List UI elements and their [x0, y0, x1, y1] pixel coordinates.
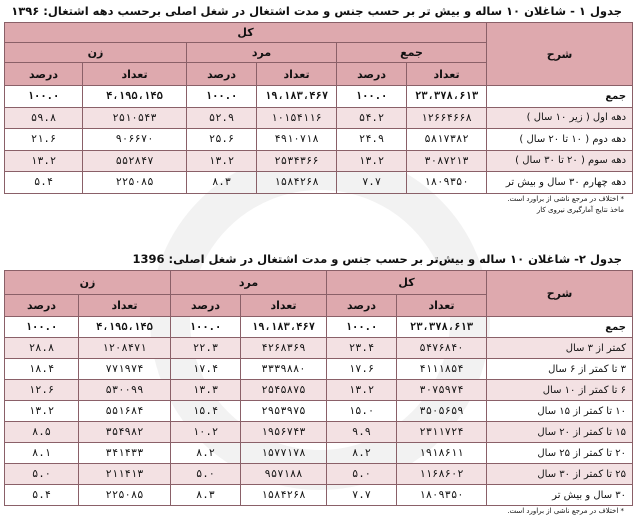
cell-mard-tedad: ۲۹۵۳۹۷۵ [241, 401, 327, 422]
table-row [5, 359, 633, 380]
cell-kol-tedad: ۲۳۱۱۷۲۴ [397, 422, 487, 443]
table-row [5, 443, 633, 464]
table-row [5, 464, 633, 485]
cell-zan-tedad: ۵۳۰۰۹۹ [79, 380, 171, 401]
table1-note: * اختلاف در مرجع ناشی از براورد است. [507, 194, 624, 203]
cell-zan-tedad: ۲۲۵۰۸۵ [83, 172, 187, 194]
cell-mard-tedad: ۴۹۱۰۷۱۸ [257, 129, 337, 151]
cell-jam-tedad: ۵۸۱۷۳۸۲ [407, 129, 487, 151]
table1-block [4, 0, 632, 216]
cell-kol-darsad: ۱۷.۶ [327, 359, 397, 380]
cell-zan-darsad: ۱۰۰.۰ [5, 317, 79, 338]
table2 [4, 270, 633, 506]
cell-mard-darsad: ۱۰۰.۰ [187, 86, 257, 108]
cell-mard-tedad: ۹۵۷۱۸۸ [241, 464, 327, 485]
table-row [5, 422, 633, 443]
cell-mard-darsad: ۲۲.۳ [171, 338, 241, 359]
table1-source: ماخذ نتایج آمارگیری نیروی کار [536, 205, 624, 214]
cell-kol-tedad: ۱۱۶۸۶۰۲ [397, 464, 487, 485]
table-row [5, 380, 633, 401]
row-label: جمع [487, 86, 633, 108]
cell-mard-darsad: ۱۵.۴ [171, 401, 241, 422]
table1-header-tedad: تعداد [257, 63, 337, 86]
cell-jam-tedad: ۱۲۶۶۴۶۶۸ [407, 107, 487, 129]
table-total-row [5, 86, 633, 108]
row-label: ۳ تا کمتر از ۶ سال [487, 359, 633, 380]
table1-body [5, 86, 633, 194]
cell-mard-tedad: ۱۵۸۴۲۶۸ [241, 485, 327, 506]
table1-header-darsad: درصد [187, 63, 257, 86]
table-total-row [5, 317, 633, 338]
cell-zan-tedad: ۴،۱۹۵،۱۴۵ [83, 86, 187, 108]
cell-mard-tedad: ۱۹،۱۸۳،۴۶۷ [257, 86, 337, 108]
cell-kol-darsad: ۱۵.۰ [327, 401, 397, 422]
cell-jam-tedad: ۲۳،۳۷۸،۶۱۳ [407, 86, 487, 108]
cell-kol-darsad: ۸.۲ [327, 443, 397, 464]
cell-kol-tedad: ۳۰۷۵۹۷۴ [397, 380, 487, 401]
row-label: ۱۵ تا کمتر از ۲۰ سال [487, 422, 633, 443]
table1-header-zan: زن [5, 43, 187, 63]
table2-header-tedad: تعداد [397, 295, 487, 317]
cell-zan-tedad: ۲۲۵۰۸۵ [79, 485, 171, 506]
cell-mard-darsad: ۵.۰ [171, 464, 241, 485]
cell-zan-darsad: ۱۰۰.۰ [5, 86, 83, 108]
cell-zan-tedad: ۹۰۶۶۷۰ [83, 129, 187, 151]
cell-mard-darsad: ۱۰۰.۰ [171, 317, 241, 338]
table-row [5, 150, 633, 172]
cell-kol-darsad: ۱۳.۲ [327, 380, 397, 401]
cell-zan-darsad: ۸.۱ [5, 443, 79, 464]
cell-mard-darsad: ۲۵.۶ [187, 129, 257, 151]
cell-mard-tedad: ۱۵۸۴۲۶۸ [257, 172, 337, 194]
row-label: ۶ تا کمتر از ۱۰ سال [487, 380, 633, 401]
cell-kol-darsad: ۲۳.۴ [327, 338, 397, 359]
row-label: ۲۰ تا کمتر از ۲۵ سال [487, 443, 633, 464]
cell-kol-tedad: ۵۴۷۶۸۴۰ [397, 338, 487, 359]
cell-mard-tedad: ۲۵۳۴۳۶۶ [257, 150, 337, 172]
table1 [4, 22, 633, 194]
table2-header-tedad: تعداد [241, 295, 327, 317]
cell-mard-tedad: ۴۲۶۸۳۶۹ [241, 338, 327, 359]
cell-jam-darsad: ۱۳.۲ [337, 150, 407, 172]
cell-zan-tedad: ۲۱۱۴۱۳ [79, 464, 171, 485]
cell-kol-darsad: ۹.۹ [327, 422, 397, 443]
cell-kol-tedad: ۱۸۰۹۳۵۰ [397, 485, 487, 506]
row-label: کمتر از ۳ سال [487, 338, 633, 359]
cell-jam-darsad: ۲۴.۹ [337, 129, 407, 151]
row-label: دهه دوم ( ۱۰ تا ۲۰ سال ) [487, 129, 633, 151]
cell-jam-tedad: ۳۰۸۷۲۱۳ [407, 150, 487, 172]
table1-header-tedad: تعداد [407, 63, 487, 86]
cell-mard-tedad: ۱۰۱۵۴۱۱۶ [257, 107, 337, 129]
row-label: ۲۵ تا کمتر از ۳۰ سال [487, 464, 633, 485]
cell-kol-darsad: ۵.۰ [327, 464, 397, 485]
table2-body [5, 317, 633, 506]
table1-header-darsad: درصد [5, 63, 83, 86]
cell-jam-darsad: ۷.۷ [337, 172, 407, 194]
table1-header-sharh: شرح [487, 23, 633, 86]
cell-mard-darsad: ۱۷.۴ [171, 359, 241, 380]
cell-jam-darsad: ۵۴.۲ [337, 107, 407, 129]
cell-zan-tedad: ۳۵۴۹۸۲ [79, 422, 171, 443]
cell-zan-darsad: ۲۸.۸ [5, 338, 79, 359]
table1-header-mard: مرد [187, 43, 337, 63]
table1-header-darsad: درصد [337, 63, 407, 86]
cell-zan-darsad: ۱۳.۲ [5, 150, 83, 172]
table2-header-zan: زن [5, 271, 171, 295]
row-label: دهه سوم ( ۲۰ تا ۳۰ سال ) [487, 150, 633, 172]
table-row [5, 172, 633, 194]
cell-mard-darsad: ۸.۲ [171, 443, 241, 464]
cell-mard-tedad: ۱۵۷۷۱۷۸ [241, 443, 327, 464]
cell-mard-darsad: ۱۳.۳ [171, 380, 241, 401]
cell-kol-tedad: ۲۳،۳۷۸،۶۱۳ [397, 317, 487, 338]
cell-zan-tedad: ۴،۱۹۵،۱۴۵ [79, 317, 171, 338]
table2-header-sharh: شرح [487, 271, 633, 317]
cell-zan-darsad: ۲۱.۶ [5, 129, 83, 151]
cell-zan-tedad: ۵۵۱۶۸۴ [79, 401, 171, 422]
table2-block [4, 248, 632, 517]
row-label: ۱۰ تا کمتر از ۱۵ سال [487, 401, 633, 422]
table-row [5, 338, 633, 359]
cell-zan-darsad: ۱۸.۴ [5, 359, 79, 380]
cell-kol-tedad: ۴۱۱۱۸۵۴ [397, 359, 487, 380]
cell-mard-tedad: ۱۹۵۶۷۴۳ [241, 422, 327, 443]
cell-zan-darsad: ۵.۴ [5, 172, 83, 194]
cell-jam-darsad: ۱۰۰.۰ [337, 86, 407, 108]
table2-note: * اختلاف در مرجع ناشی از براورد است. [507, 507, 624, 515]
cell-mard-tedad: ۳۳۳۹۸۸۰ [241, 359, 327, 380]
table-row [5, 129, 633, 151]
table2-header-darsad: درصد [5, 295, 79, 317]
cell-mard-tedad: ۱۹،۱۸۳،۴۶۷ [241, 317, 327, 338]
cell-zan-darsad: ۵.۰ [5, 464, 79, 485]
cell-zan-tedad: ۷۷۱۹۷۴ [79, 359, 171, 380]
cell-mard-darsad: ۵۲.۹ [187, 107, 257, 129]
cell-mard-darsad: ۸.۳ [171, 485, 241, 506]
cell-jam-tedad: ۱۸۰۹۳۵۰ [407, 172, 487, 194]
cell-zan-darsad: ۵۹.۸ [5, 107, 83, 129]
table1-header-tedad: تعداد [83, 63, 187, 86]
table-row [5, 107, 633, 129]
cell-kol-tedad: ۱۹۱۸۶۱۱ [397, 443, 487, 464]
cell-zan-darsad: ۱۳.۲ [5, 401, 79, 422]
row-label: دهه چهارم ۳۰ سال و بیش تر [487, 172, 633, 194]
table2-title: جدول ۲- شاغلان ۱۰ ساله و بیش‌تر بر حسب جنس و مدت اشتغال در شغل اصلی: 1396 [132, 252, 622, 266]
cell-zan-tedad: ۵۵۲۸۴۷ [83, 150, 187, 172]
cell-zan-darsad: ۵.۴ [5, 485, 79, 506]
cell-mard-darsad: ۸.۳ [187, 172, 257, 194]
cell-zan-darsad: ۸.۵ [5, 422, 79, 443]
table1-header-jam: جمع [337, 43, 487, 63]
row-label: دهه اول ( زیر ۱۰ سال ) [487, 107, 633, 129]
cell-zan-darsad: ۱۲.۶ [5, 380, 79, 401]
cell-mard-tedad: ۲۵۴۵۸۷۵ [241, 380, 327, 401]
table2-header-darsad: درصد [327, 295, 397, 317]
table2-header-darsad: درصد [171, 295, 241, 317]
table1-header-kol: کل [5, 23, 487, 43]
cell-kol-darsad: ۷.۷ [327, 485, 397, 506]
cell-kol-darsad: ۱۰۰.۰ [327, 317, 397, 338]
table-row [5, 485, 633, 506]
cell-kol-tedad: ۳۵۰۵۶۵۹ [397, 401, 487, 422]
row-label: ۳۰ سال و بیش تر [487, 485, 633, 506]
cell-mard-darsad: ۱۳.۲ [187, 150, 257, 172]
table2-header-kol: کل [327, 271, 487, 295]
table2-header-mard: مرد [171, 271, 327, 295]
cell-mard-darsad: ۱۰.۲ [171, 422, 241, 443]
cell-zan-tedad: ۲۵۱۰۵۴۳ [83, 107, 187, 129]
table2-header-tedad: تعداد [79, 295, 171, 317]
cell-zan-tedad: ۱۲۰۸۴۷۱ [79, 338, 171, 359]
table1-title: جدول ۱ - شاغلان ۱۰ ساله و بیش تر بر حسب جنس و مدت اشتغال در شغل اصلی برحسب دهه اشتغال: ۱۳۹۶ [11, 4, 622, 18]
cell-zan-tedad: ۳۴۱۴۳۳ [79, 443, 171, 464]
table-row [5, 401, 633, 422]
row-label: جمع [487, 317, 633, 338]
